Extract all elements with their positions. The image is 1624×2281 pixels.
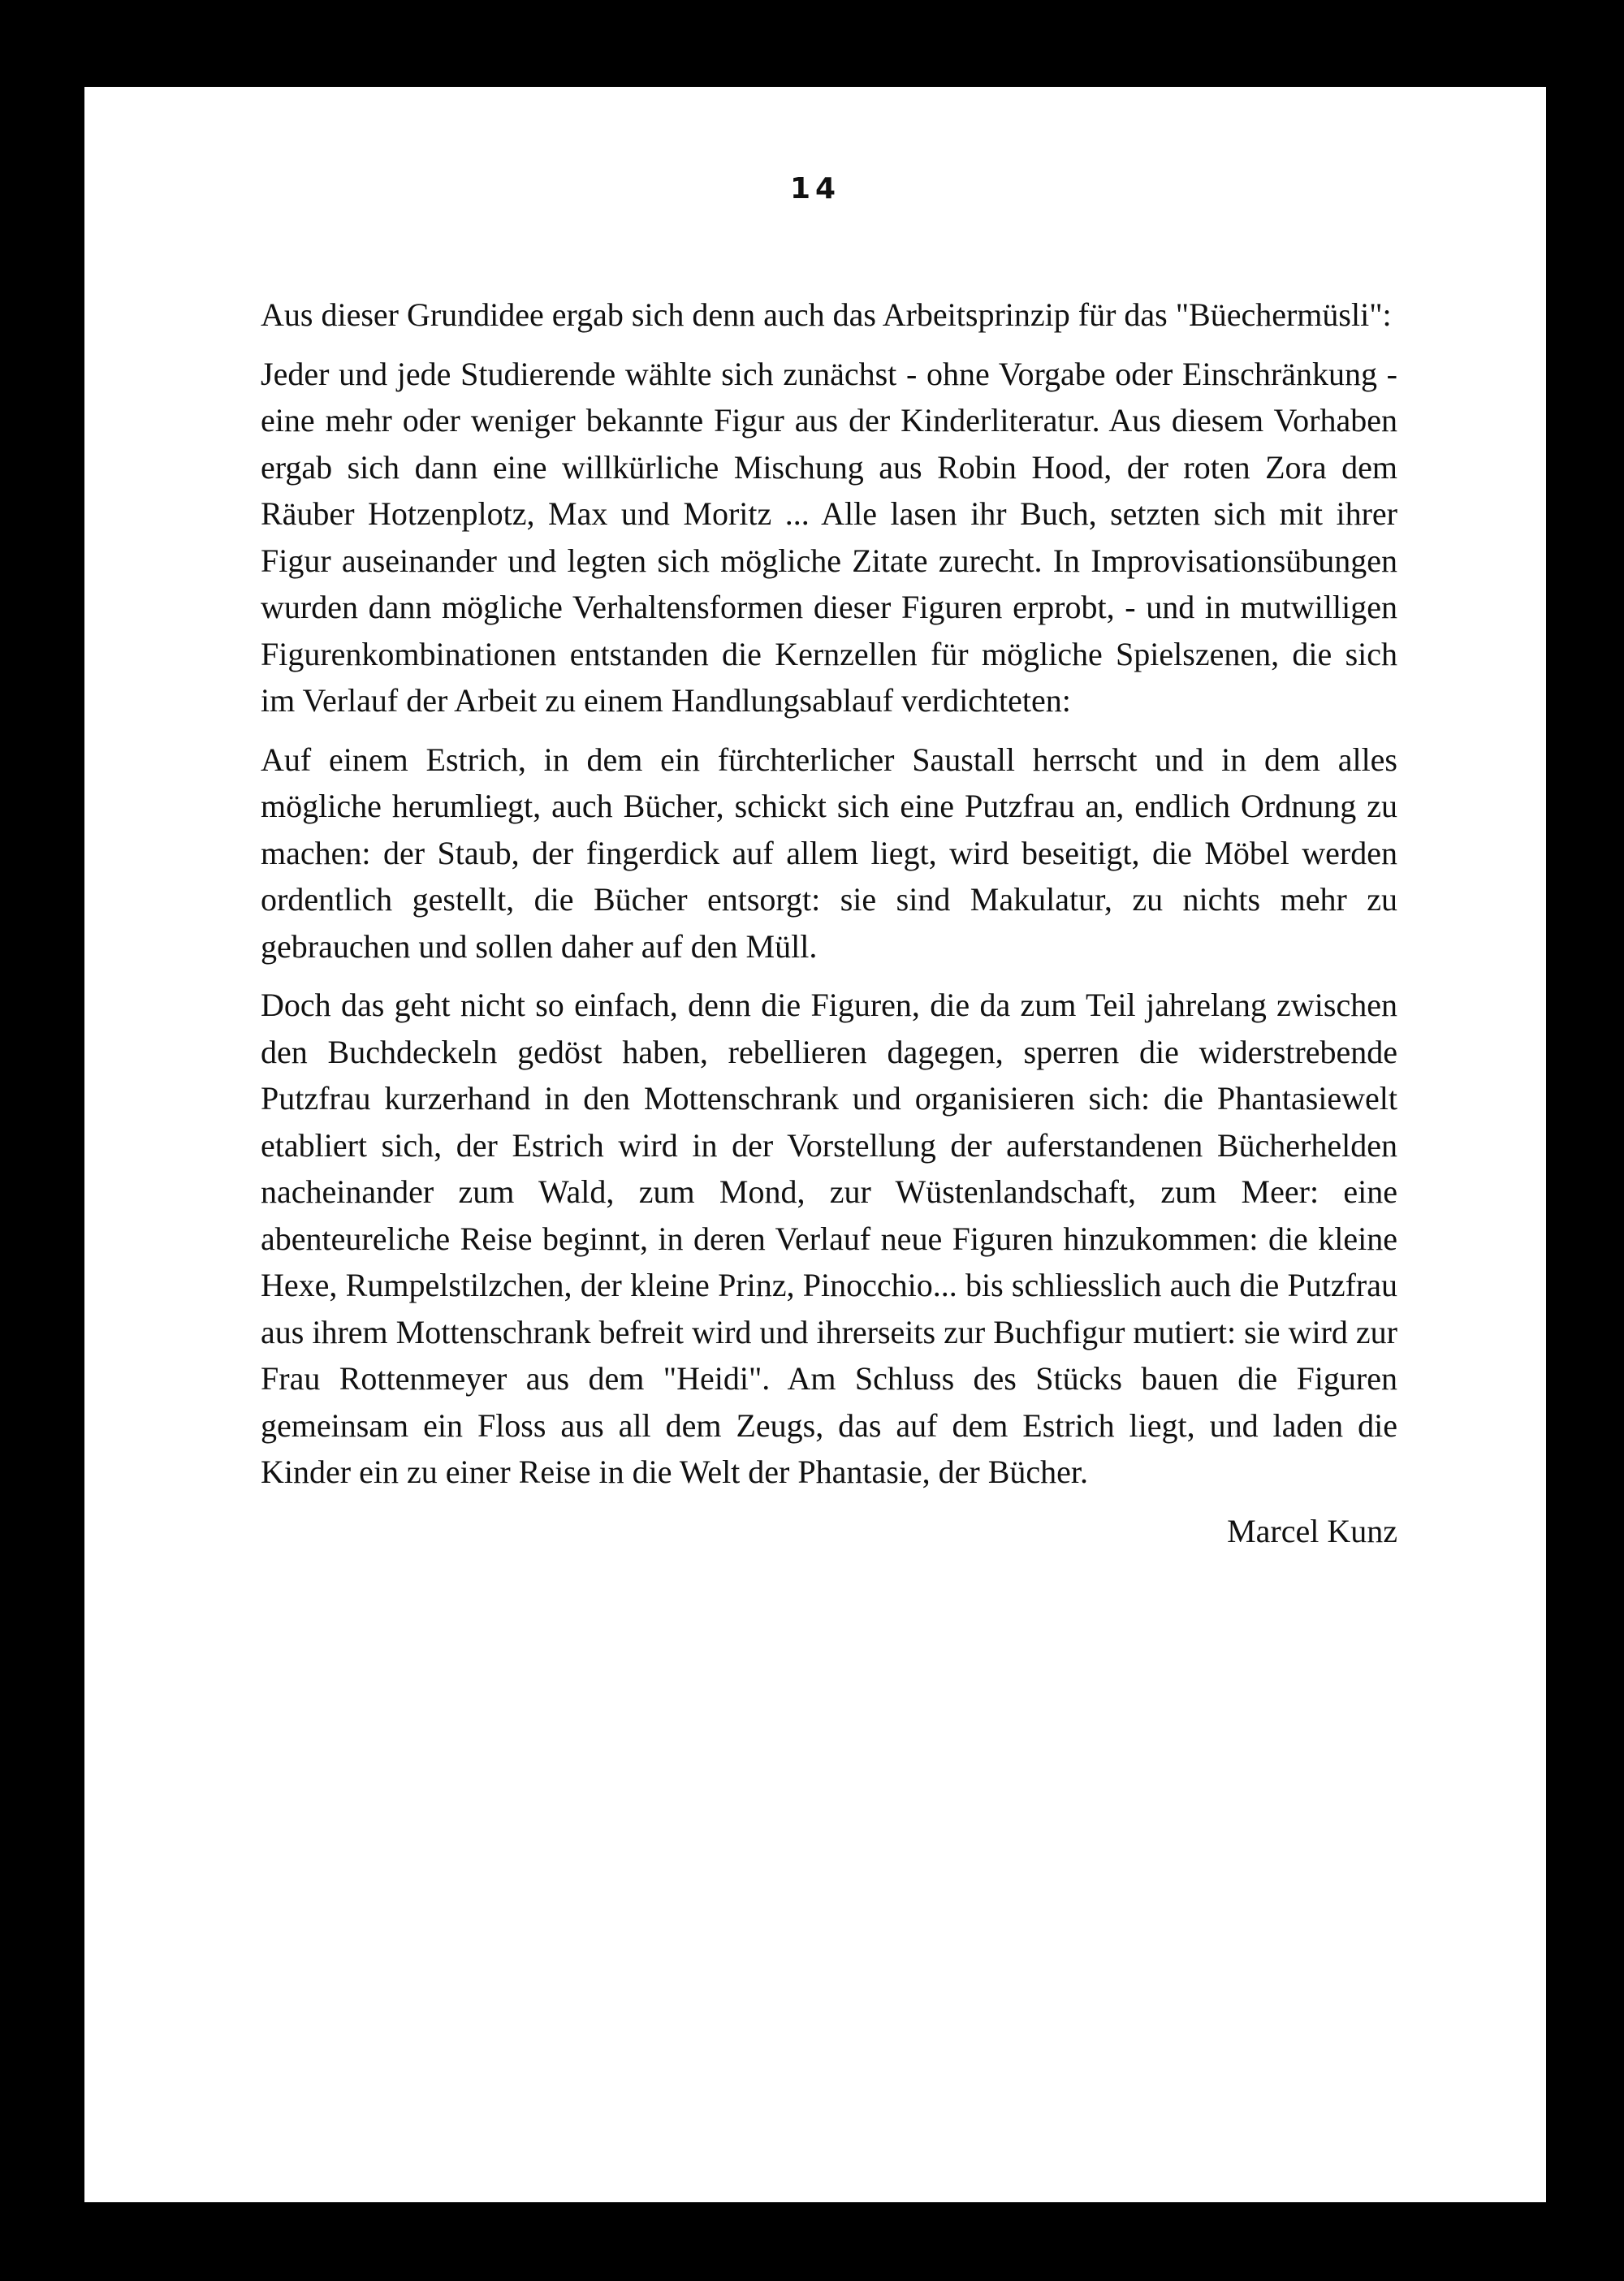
paragraph: Aus dieser Grundidee ergab sich denn auch das Arbeitsprinzip für das "Büechermüsli": — [261, 296, 1392, 333]
paragraph: Auf einem Estrich, in dem ein fürchterlicher Saustall herrscht und in dem alles mögliche herumliegt, auch Bücher, schickt sich eine Putzfrau an, endlich Ordnung zu machen: der Staub, der fingerdick auf allem liegt, wird beseitigt, die Möbel werden ordentlich gestellt, die Bücher entsorgt: sie sind Makulatur, zu nichts mehr zu gebrauchen und sollen daher auf den Müll. — [261, 741, 1397, 965]
page-number: 14 — [789, 172, 841, 205]
paragraph: Doch das geht nicht so einfach, denn die Figuren, die da zum Teil jahrelang zwischen den Buchdeckeln gedöst haben, rebellieren dagegen, sperren die widerstrebende Putzfrau kurzerhand in den Mottenschrank und organisieren sich: die Phantasiewelt etabliert sich, der Estrich wird in der Vorstellung der auferstandenen Bücherhelden nacheinander zum Wald, zum Mond, zur Wüstenlandschaft, zum Meer: eine abenteureliche Reise beginnt, in deren Verlauf neue Figuren hinzukommen: die kleine Hexe, Rumpelstilzchen, der kleine Prinz, Pinocchio... bis schliesslich auch die Putzfrau aus ihrem Mottenschrank befreit wird und ihrerseits zur Buchfigur mutiert: sie wird zur Frau Rottenmeyer aus dem "Heidi". Am Schluss des Stücks bauen die Figuren gemeinsam ein Floss aus all dem Zeugs, das auf dem Estrich liegt, und laden die Kinder ein zu einer Reise in die Welt der Phantasie, der Bücher. — [261, 987, 1397, 1490]
document-page — [84, 87, 1546, 2202]
author-signature: Marcel Kunz — [1227, 1512, 1397, 1549]
paragraph: Jeder und jede Studierende wählte sich zunächst - ohne Vorgabe oder Einschränkung - eine mehr oder weniger bekannte Figur aus der Kinderliteratur. Aus diesem Vorhaben ergab sich dann eine willkürliche Mischung aus Robin Hood, der roten Zora dem Räuber Hotzenplotz, Max und Moritz ... Alle lasen ihr Buch, setzten sich mit ihrer Figur auseinander und legten sich mögliche Zitate zurecht. In Improvisationsübungen wurden dann mögliche Verhaltensformen dieser Figuren erprobt, - und in mutwilligen Figurenkombinationen entstanden die Kernzellen für mögliche Spielszenen, die sich im Verlauf der Arbeit zu einem Handlungsablauf verdichteten: — [261, 355, 1397, 719]
body-text — [261, 292, 1397, 1554]
